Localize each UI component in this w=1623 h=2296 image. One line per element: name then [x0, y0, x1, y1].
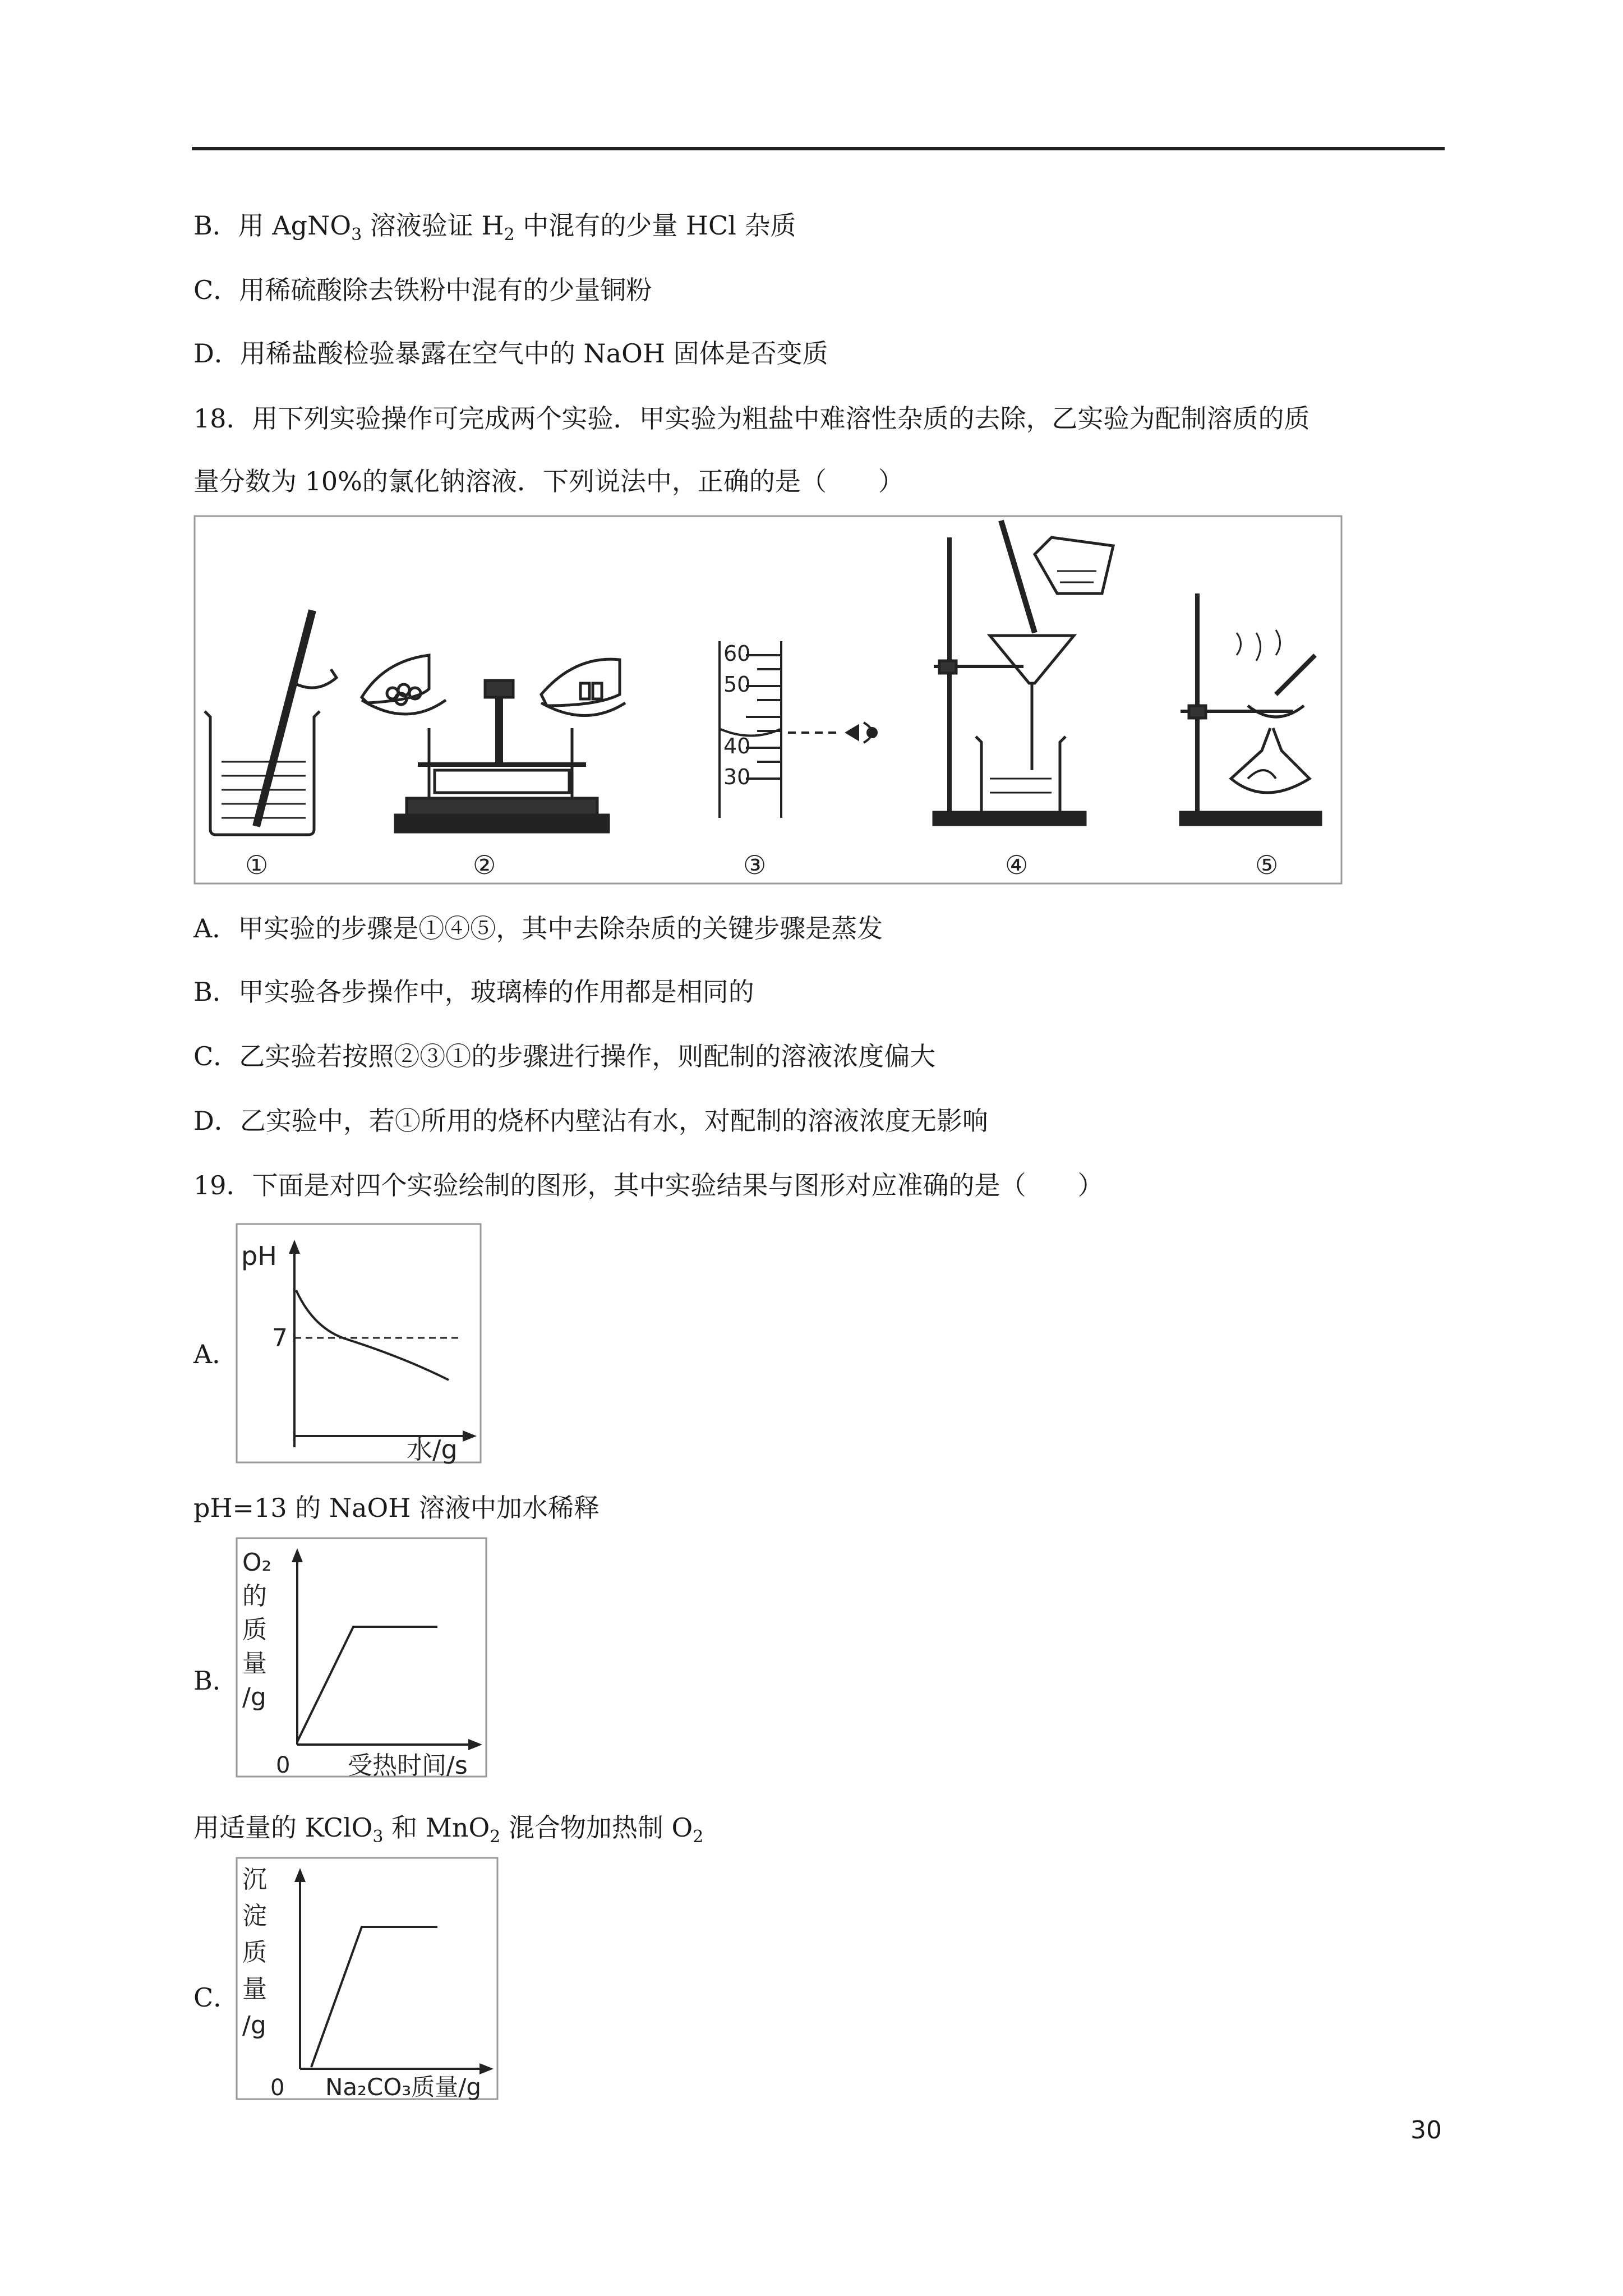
cylinder-tick-50: 50 — [723, 672, 751, 697]
q17-option-c: C．用稀硫酸除去铁粉中混有的少量铜粉 — [193, 275, 652, 305]
cylinder-tick-60: 60 — [723, 641, 751, 666]
q18-stem-line1: 18．用下列实验操作可完成两个实验．甲实验为粗盐中难溶性杂质的去除，乙实验为配制溶质的质 — [193, 403, 1310, 434]
q18-option-a: A．甲实验的步骤是①④⑤，其中去除杂质的关键步骤是蒸发 — [193, 913, 883, 944]
q19-option-a-label: A． — [193, 1339, 238, 1369]
graph-c-ylabel-4: 量 — [242, 1975, 267, 2003]
fig-label-5: ⑤ — [1255, 850, 1279, 880]
q19-graph-a — [236, 1223, 482, 1464]
fig-label-1: ① — [245, 850, 269, 880]
graph-b-ylabel-4: 量 — [242, 1649, 267, 1678]
graph-c-origin: 0 — [270, 2075, 285, 2101]
graph-c-ylabel-5: /g — [242, 2011, 266, 2040]
q19-b-caption: 用适量的 KClO$_3$ 和 MnO$_2$ 混合物加热制 $O_2$ — [193, 1812, 704, 1847]
q18-apparatus-figure — [193, 515, 1343, 885]
measuring-cylinder-figure — [720, 641, 877, 818]
fig-label-2: ② — [473, 850, 496, 880]
q17-option-b: B．用 AgNO$_3$ 溶液验证 $H_2$ 中混有的少量 HCl 杂质 — [193, 210, 796, 245]
q19-option-c-label: C． — [193, 1982, 239, 2013]
graph-b-ylabel-5: /g — [242, 1683, 266, 1711]
graph-b-ylabel-3: 质 — [242, 1616, 267, 1644]
fig-label-3: ③ — [743, 850, 767, 880]
q19-graph-b — [236, 1537, 488, 1778]
q19-option-b-label: B． — [193, 1665, 238, 1696]
q17-option-d: D．用稀盐酸检验暴露在空气中的 NaOH 固体是否变质 — [193, 338, 828, 369]
beaker-stirring-figure — [205, 610, 336, 835]
graph-b-ylabel-2: 的 — [242, 1582, 267, 1611]
q18-option-d: D．乙实验中，若①所用的烧杯内壁沾有水，对配制的溶液浓度无影响 — [193, 1106, 988, 1136]
graph-b-origin: 0 — [276, 1752, 291, 1778]
balance-figure — [362, 655, 625, 832]
graph-c-ylabel-1: 沉 — [242, 1865, 267, 1894]
graph-c-ylabel-3: 质 — [242, 1938, 267, 1967]
q19-stem: 19．下面是对四个实验绘制的图形，其中实验结果与图形对应准确的是（ ） — [193, 1170, 1104, 1200]
graph-a-ref: 7 — [272, 1324, 288, 1352]
graph-c-ylabel-2: 淀 — [242, 1902, 267, 1930]
evaporation-figure — [1181, 593, 1321, 825]
cylinder-tick-30: 30 — [723, 765, 751, 789]
cylinder-tick-40: 40 — [723, 734, 751, 758]
filtration-figure — [934, 521, 1113, 825]
fig-label-4: ④ — [1005, 850, 1029, 880]
q19-a-caption: pH=13 的 NaOH 溶液中加水稀释 — [193, 1493, 600, 1523]
q19-graph-c — [236, 1857, 499, 2101]
q18-option-c: C．乙实验若按照②③①的步骤进行操作，则配制的溶液浓度偏大 — [193, 1041, 936, 1071]
header-rule — [192, 147, 1445, 150]
graph-b-xlabel: 受热时间/s — [348, 1751, 468, 1778]
graph-a-xlabel: 水/g — [407, 1434, 458, 1464]
graph-c-xlabel: Na₂CO₃质量/g — [325, 2073, 482, 2101]
q18-option-b: B．甲实验各步操作中，玻璃棒的作用都是相同的 — [193, 977, 754, 1007]
page-number: 30 — [1410, 2116, 1442, 2145]
q18-stem-line2: 量分数为 10%的氯化钠溶液．下列说法中，正确的是（ ） — [193, 466, 904, 496]
graph-a-ylabel: pH — [241, 1241, 277, 1271]
graph-b-ylabel-1: O₂ — [242, 1548, 272, 1577]
